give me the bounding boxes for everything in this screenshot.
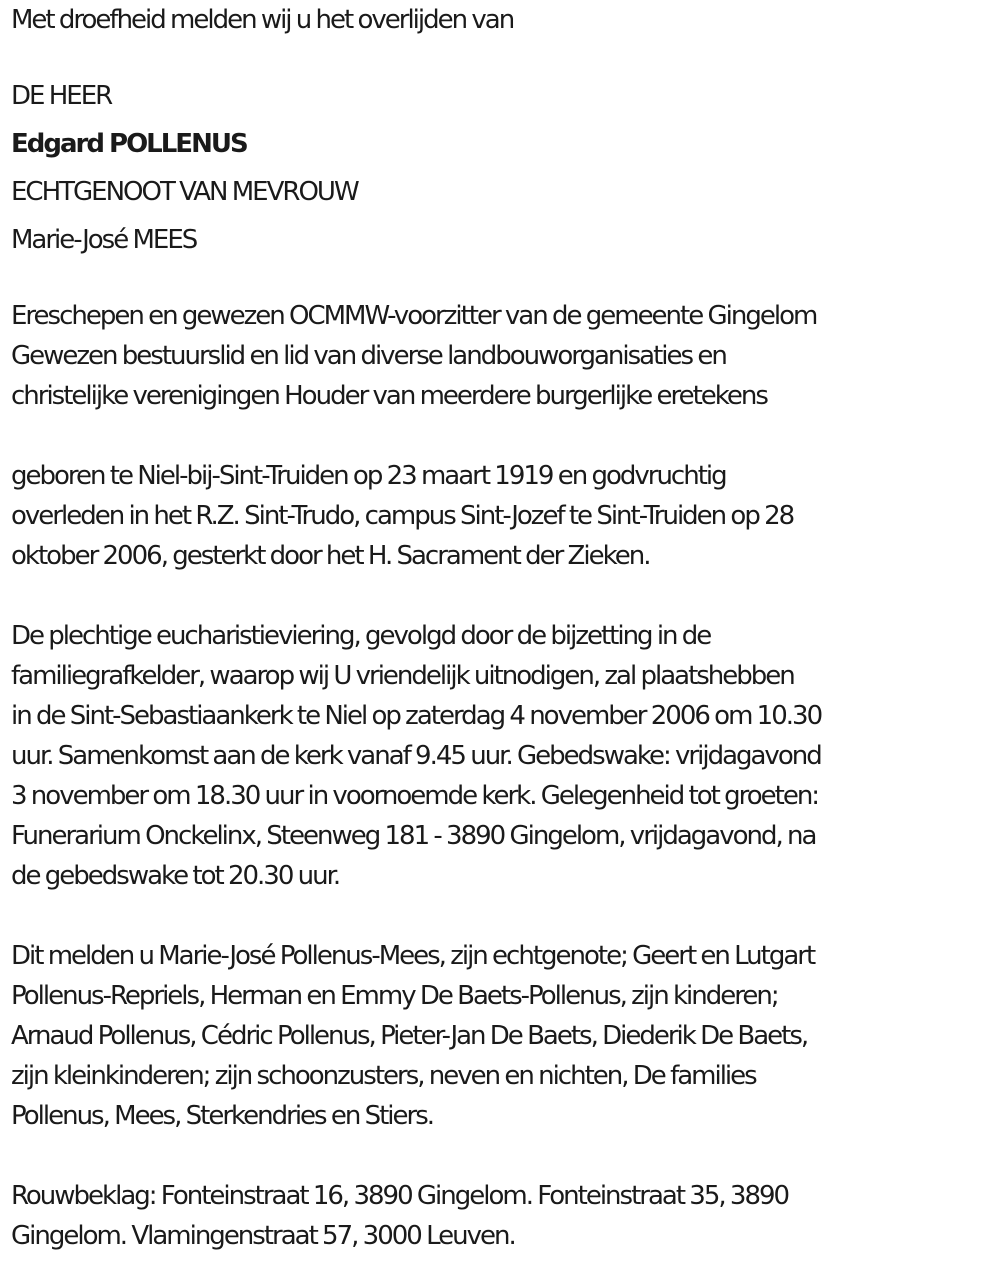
family-line: Dit melden u Marie-José Pollenus-Mees, zijn echtgenote; Geert en Lutgart: [11, 941, 815, 971]
family-line: Arnaud Pollenus, Cédric Pollenus, Pieter-Jan De Baets, Diederik De Baets,: [11, 1021, 808, 1051]
ceremony-line: 3 november om 18.30 uur in voornoemde kerk. Gelegenheid tot groeten:: [11, 781, 819, 811]
ceremony-line: Funerarium Onckelinx, Steenweg 181 - 3890 Gingelom, vrijdagavond, na: [11, 821, 816, 851]
career-paragraph: [11, 296, 991, 416]
family-line: Pollenus-Repriels, Herman en Emmy De Baets-Pollenus, zijn kinderen;: [11, 981, 778, 1011]
condolence-paragraph: [11, 1176, 991, 1256]
life-line: oktober 2006, gesterkt door het H. Sacrament der Zieken.: [11, 541, 650, 571]
life-line: geboren te Niel-bij-Sint-Truiden op 23 maart 1919 en godvruchtig: [11, 461, 726, 491]
family-line: zijn kleinkinderen; zijn schoonzusters, neven en nichten, De families: [11, 1061, 756, 1091]
ceremony-line: uur. Samenkomst aan de kerk vanaf 9.45 uur. Gebedswake: vrijdagavond: [11, 741, 821, 771]
spouse-label: ECHTGENOOT VAN MEVROUW: [11, 177, 358, 207]
ceremony-paragraph: [11, 616, 991, 896]
career-line: Gewezen bestuurslid en lid van diverse landbouworganisaties en: [11, 341, 726, 371]
condolence-line: Rouwbeklag: Fonteinstraat 16, 3890 Gingelom. Fonteinstraat 35, 3890: [11, 1181, 789, 1211]
life-line: overleden in het R.Z. Sint-Trudo, campus Sint-Jozef te Sint-Truiden op 28: [11, 501, 794, 531]
life-paragraph: [11, 456, 991, 576]
ceremony-line: familiegrafkelder, waarop wij U vriendelijk uitnodigen, zal plaatshebben: [11, 661, 794, 691]
family-line: Pollenus, Mees, Sterkendries en Stiers.: [11, 1101, 434, 1131]
obituary-document: [11, 0, 991, 1256]
career-line: christelijke verenigingen Houder van meerdere burgerlijke eretekens: [11, 381, 767, 411]
family-paragraph: [11, 936, 991, 1136]
title-prefix: DE HEER: [11, 81, 112, 111]
ceremony-line: de gebedswake tot 20.30 uur.: [11, 861, 340, 891]
spouse-name: Marie-José MEES: [11, 225, 197, 255]
deceased-name: Edgard POLLENUS: [11, 129, 247, 159]
condolence-line: Gingelom. Vlamingenstraat 57, 3000 Leuven.: [11, 1221, 515, 1251]
ceremony-line: in de Sint-Sebastiaankerk te Niel op zaterdag 4 november 2006 om 10.30: [11, 701, 822, 731]
ceremony-line: De plechtige eucharistieviering, gevolgd door de bijzetting in de: [11, 621, 711, 651]
intro-text: Met droefheid melden wij u het overlijden van: [11, 5, 514, 35]
career-line: Ereschepen en gewezen OCMMW-voorzitter van de gemeente Gingelom: [11, 301, 817, 331]
